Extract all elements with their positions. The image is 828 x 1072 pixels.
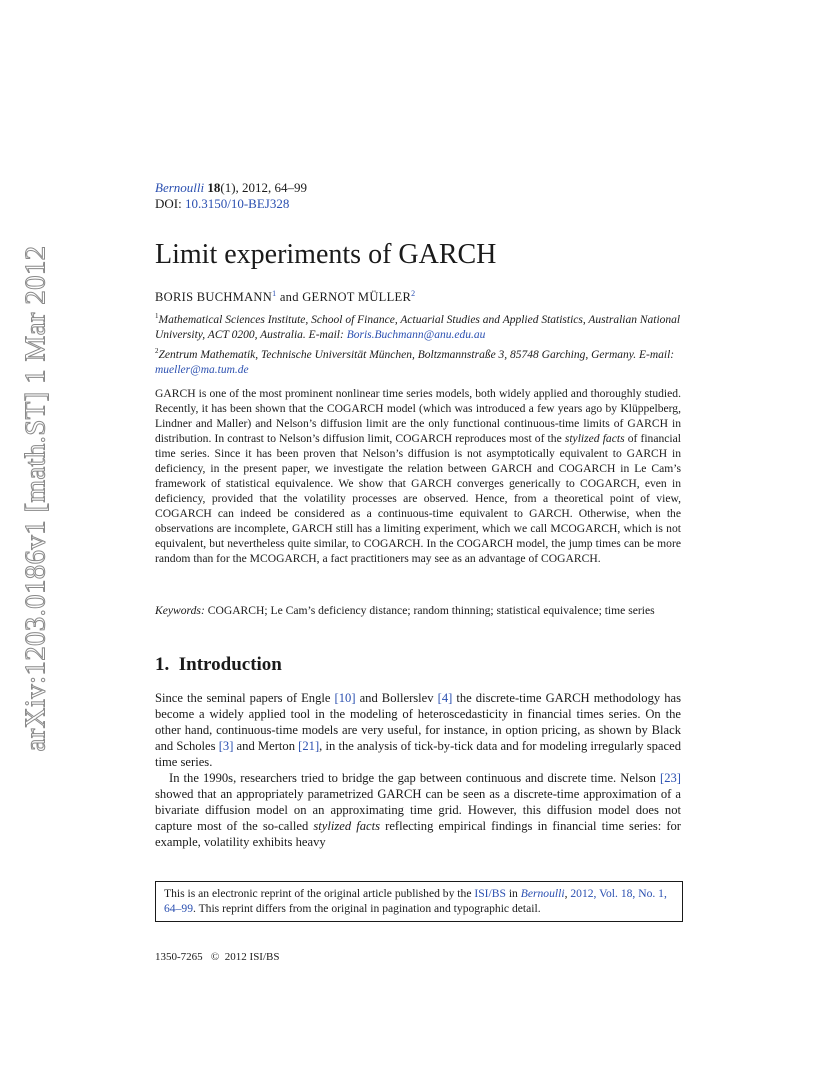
reprint-text-3: , (564, 887, 571, 900)
copyright-text: 2012 ISI/BS (224, 951, 280, 963)
reprint-text-2: in (505, 887, 521, 900)
reprint-text-1: This is an electronic reprint of the original article published by the (164, 887, 475, 900)
author-1-affil-mark[interactable]: 1 (272, 289, 277, 298)
p1-text-3: the discrete-time GARCH methodology has become a widely applied tool in the modeling of heteroscedasticity in financial times series. On the other hand, continuous-time models are very useful, for instance, in option pricing, as shown by Black and Scholes (155, 691, 681, 753)
intro-paragraph-2 (155, 770, 681, 850)
citation-link-4[interactable]: [4] (437, 691, 453, 705)
affiliation-2-email-link[interactable]: mueller@ma.tum.de (155, 364, 249, 377)
affiliation-2-mark: 2 (155, 346, 159, 355)
journal-issue-pages: (1), 2012, 64–99 (220, 180, 308, 195)
abstract-part-1: GARCH is one of the most prominent nonlinear time series models, both widely applied and thoroughly studied. Recently, it has been shown that the COGARCH model (which was introduced a few years ago by Klüppelberg, Lindner and Maller) and Nelson’s diffusion limit are the only functional continuous-time limits of GARCH in distribution. In contrast to Nelson’s diffusion limit, COGARCH reproduces most of the (155, 387, 681, 445)
journal-citation (155, 180, 681, 196)
affiliation-1-text: Mathematical Sciences Institute, School of Finance, Actuarial Studies and Applied Statistics, Australian National University, ACT 0200, Australia. E-mail: (155, 313, 681, 342)
copyright-symbol: © (210, 951, 220, 963)
doi-label: DOI: (155, 196, 182, 211)
doi-line (155, 196, 681, 212)
affiliation-1-email-link[interactable]: Boris.Buchmann@anu.edu.au (346, 329, 486, 342)
keywords-text: COGARCH; Le Cam’s deficiency distance; random thinning; statistical equivalence; time series (204, 604, 655, 617)
citation-link-10[interactable]: [10] (334, 691, 356, 705)
affiliation-2 (155, 344, 681, 379)
journal-header (155, 180, 681, 212)
affiliation-1-mark: 1 (155, 312, 159, 320)
arxiv-sidebar-stamp (14, 245, 58, 751)
author-2: GERNOT MÜLLER (302, 290, 412, 305)
abstract-emphasis: stylized facts (564, 432, 625, 445)
footer-issn: 1350-7265 (155, 951, 203, 963)
p2-text-3: reflecting empirical findings in financial time series: for example, volatility exhibits heavy (155, 819, 682, 849)
citation-link-3[interactable]: [3] (218, 739, 234, 753)
abstract-part-2: of financial time series. Since it has been proven that Nelson’s diffusion is not asymptotically equivalent to GARCH in deficiency, in the present paper, we investigate the relation between GARCH and COGARCH in Le Cam’s framework of statistical equivalence. We show that GARCH converges generically to COGARCH, even in deficiency, provided that the volatility processes are observed. Hence, from a theoretical point of view, COGARCH can indeed be considered as a continuous-time equivalent to GARCH. Otherwise, when the observations are incomplete, GARCH still has a limiting experiment, which we call MCOGARCH, which is not equivalent, but nevertheless quite similar, to COGARCH. In the COGARCH model, the jump times can be more random than for the MCOGARCH, a fact practitioners may see as an advantage of COGARCH. (155, 432, 682, 565)
keywords (155, 603, 681, 618)
p2-text-2: showed that an appropriately parametrized GARCH can be seen as a discrete-time approximation of a bivariate diffusion model on an approximating time grid. However, this diffusion model does not capture most of the so-called (155, 787, 681, 833)
intro-paragraph-1 (155, 690, 681, 770)
affiliation-1 (155, 309, 681, 344)
footer-copyright (155, 950, 681, 964)
p2-text-1: In the 1990s, researchers tried to bridge the gap between continuous and discrete time. Nelson (169, 771, 661, 785)
reprint-text-4: . This reprint differs from the original in pagination and typographic detail. (192, 902, 541, 915)
author-line (155, 286, 681, 305)
author-2-affil-mark[interactable]: 2 (411, 289, 416, 298)
publisher-link[interactable]: ISI/BS (474, 887, 506, 900)
abstract (155, 386, 681, 566)
paper-title: Limit experiments of GARCH (155, 239, 497, 270)
affiliation-2-text: Zentrum Mathematik, Technische Universität München, Boltzmannstraße 3, 85748 Garching, Germany. E-mail: (158, 348, 675, 361)
doi-link[interactable]: 10.3150/10-BEJ328 (184, 196, 290, 211)
author-1: BORIS BUCHMANN (155, 290, 273, 305)
section-number: 1. (155, 654, 170, 675)
p1-text-5: , in the analysis of tick-by-tick data and for modeling irregularly spaced time series. (155, 739, 681, 769)
p1-text-4: and Merton (233, 739, 299, 753)
citation-link-21[interactable]: [21] (298, 739, 320, 753)
citation-link-23[interactable]: [23] (660, 771, 681, 785)
author-conjunction: and (279, 290, 299, 305)
section-title: Introduction (178, 654, 282, 675)
journal-volume: 18 (207, 180, 221, 195)
journal-name-link[interactable]: Bernoulli (155, 180, 205, 195)
p1-text-1: Since the seminal papers of Engle (155, 691, 335, 705)
section-heading-introduction (155, 653, 681, 677)
keywords-label: Keywords: (155, 604, 205, 617)
volume-link[interactable]: 2012, Vol. 18, No. 1, 64–99 (164, 887, 667, 915)
p1-text-2: and Bollerslev (355, 691, 438, 705)
introduction-body (155, 690, 681, 850)
reprint-notice-box (155, 881, 683, 922)
affiliations (155, 309, 681, 379)
p2-emphasis: stylized facts (313, 819, 381, 833)
journal-link[interactable]: Bernoulli (520, 887, 565, 900)
arxiv-identifier: arXiv:1203.0186v1 [math.ST] 1 Mar 2012 (19, 245, 52, 751)
